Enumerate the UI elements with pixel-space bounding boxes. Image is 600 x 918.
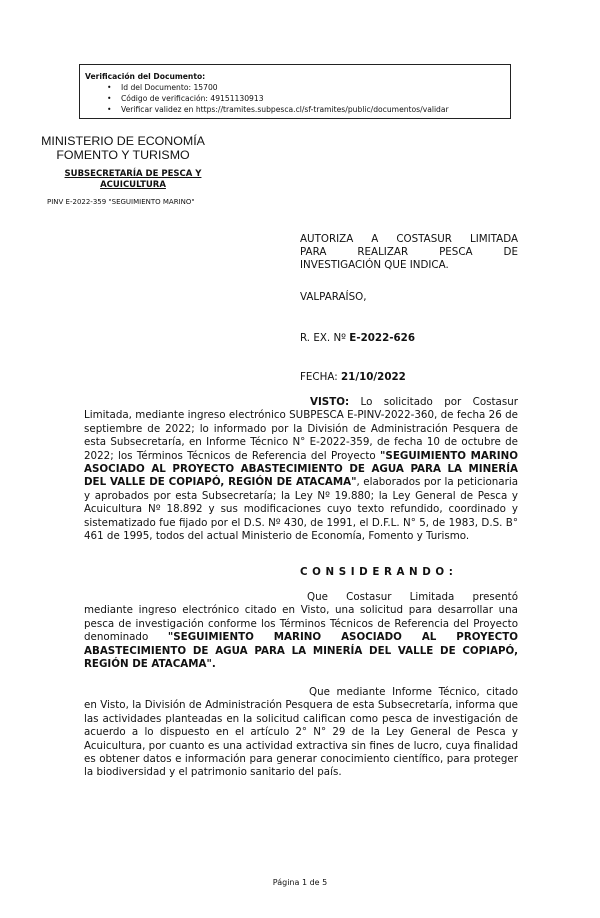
ministry-name-line1: MINISTERIO DE ECONOMÍA [41, 134, 205, 148]
city: VALPARAÍSO, [300, 291, 367, 303]
document-id: Id del Documento: 15700 [121, 83, 218, 92]
summary-line: AUTORIZA A COSTASUR LIMITADA [300, 233, 518, 245]
bullet-icon: • [107, 83, 112, 92]
date-label: FECHA: [300, 371, 338, 383]
visto-paragraph [84, 396, 518, 543]
rex-number: E-2022-626 [349, 332, 416, 344]
date-value: 21/10/2022 [340, 371, 406, 383]
considerando-paragraph-1 [84, 591, 518, 671]
resolution-summary [300, 233, 518, 273]
resolution-date [300, 371, 406, 383]
summary-line: INVESTIGACIÓN QUE INDICA. [300, 259, 449, 272]
visto-project-title: "SEGUIMIENTO MARINO ASOCIADO AL PROYECTO ABASTECIMIENTO DE AGUA PARA LA MINERÍA DEL VALLE DE COPIAPÓ, REGIÓN DE ATACAMA" [84, 449, 518, 489]
considerando-heading: CONSIDERANDO: [300, 566, 458, 578]
considerando-1-text: Que Costasur Limitada presentó mediante ingreso electrónico citado en Visto, una solicitud para desarrollar una pesca de investigación conforme los Términos Técnicos de Referencia del Proyecto denominado [84, 591, 518, 644]
subsecretaria-line2: ACUICULTURA [100, 180, 166, 190]
verification-list [85, 82, 510, 115]
visto-label: VISTO: [310, 396, 350, 408]
list-item [107, 82, 510, 93]
visto-text-continued: , elaborados por la peticionaria y aprobados por esta Subsecretaría; la Ley Nº 19.880; la Ley General de Pesca y Acuicultura Nº 18.892 y sus modificaciones cuyo texto refundido, coordinado y sistematizado fue fijado por el D.S. Nº 430, de 1991, el D.F.L. N° 5, de 1983, D.S. B° 461 de 1995, todos del actual Ministerio de Economía, Fomento y Turismo. [84, 476, 519, 543]
list-item [107, 93, 510, 104]
verification-code: Código de verificación: 49151130913 [121, 94, 264, 103]
resolution-number [300, 332, 415, 344]
considerando-1-project-title: "SEGUIMIENTO MARINO ASOCIADO AL PROYECTO ABASTECIMIENTO DE AGUA PARA LA MINERÍA DEL VALLE DE COPIAPÓ, REGIÓN DE ATACAMA". [84, 631, 518, 671]
bullet-icon: • [107, 105, 112, 114]
verification-url: Verificar validez en https://tramites.subpesca.cl/sf-tramites/public/documentos/validar [121, 105, 449, 114]
verification-title: Verificación del Documento: [85, 72, 206, 81]
page-number: Página 1 de 5 [272, 878, 328, 887]
summary-line: PARA REALIZAR PESCA DE [300, 246, 518, 259]
ministry-name-line2: FOMENTO Y TURISMO [56, 148, 190, 162]
subsecretaria-line1: SUBSECRETARÍA DE PESCA Y [64, 169, 202, 179]
bullet-icon: • [107, 94, 112, 103]
reference-code: PINV E-2022-359 "SEGUIMIENTO MARINO" [47, 198, 195, 206]
considerando-2-text: Que mediante Informe Técnico, citado en Visto, la División de Administración Pesquera de esta Subsecretaría, informa que las actividades planteadas en la solicitud califican como pesca de investigación de acuerdo a lo dispuesto en el artículo 2° N° 29 de la Ley General de Pesca y Acuicultura, por cuanto es una actividad extractiva sin fines de lucro, cuya finalidad es obtener datos e información para generar conocimiento científico, para proteger la biodiversidad y el patrimonio sanitario del país. [84, 686, 518, 779]
considerando-paragraph-2 [84, 686, 518, 780]
list-item [107, 104, 510, 115]
verification-box [79, 64, 511, 119]
rex-label: R. EX. Nº [300, 332, 346, 344]
visto-text: Lo solicitado por Costasur Limitada, mediante ingreso electrónico SUBPESCA E-PINV-2022-360, de fecha 26 de septiembre de 2022; lo informado por la División de Administración Pesquera de esta Subsecretaría, en Informe Técnico N° E-2022-359, de fecha 10 de octubre de 2022; los Términos Técnicos de Referencia del Proyecto [84, 396, 518, 462]
